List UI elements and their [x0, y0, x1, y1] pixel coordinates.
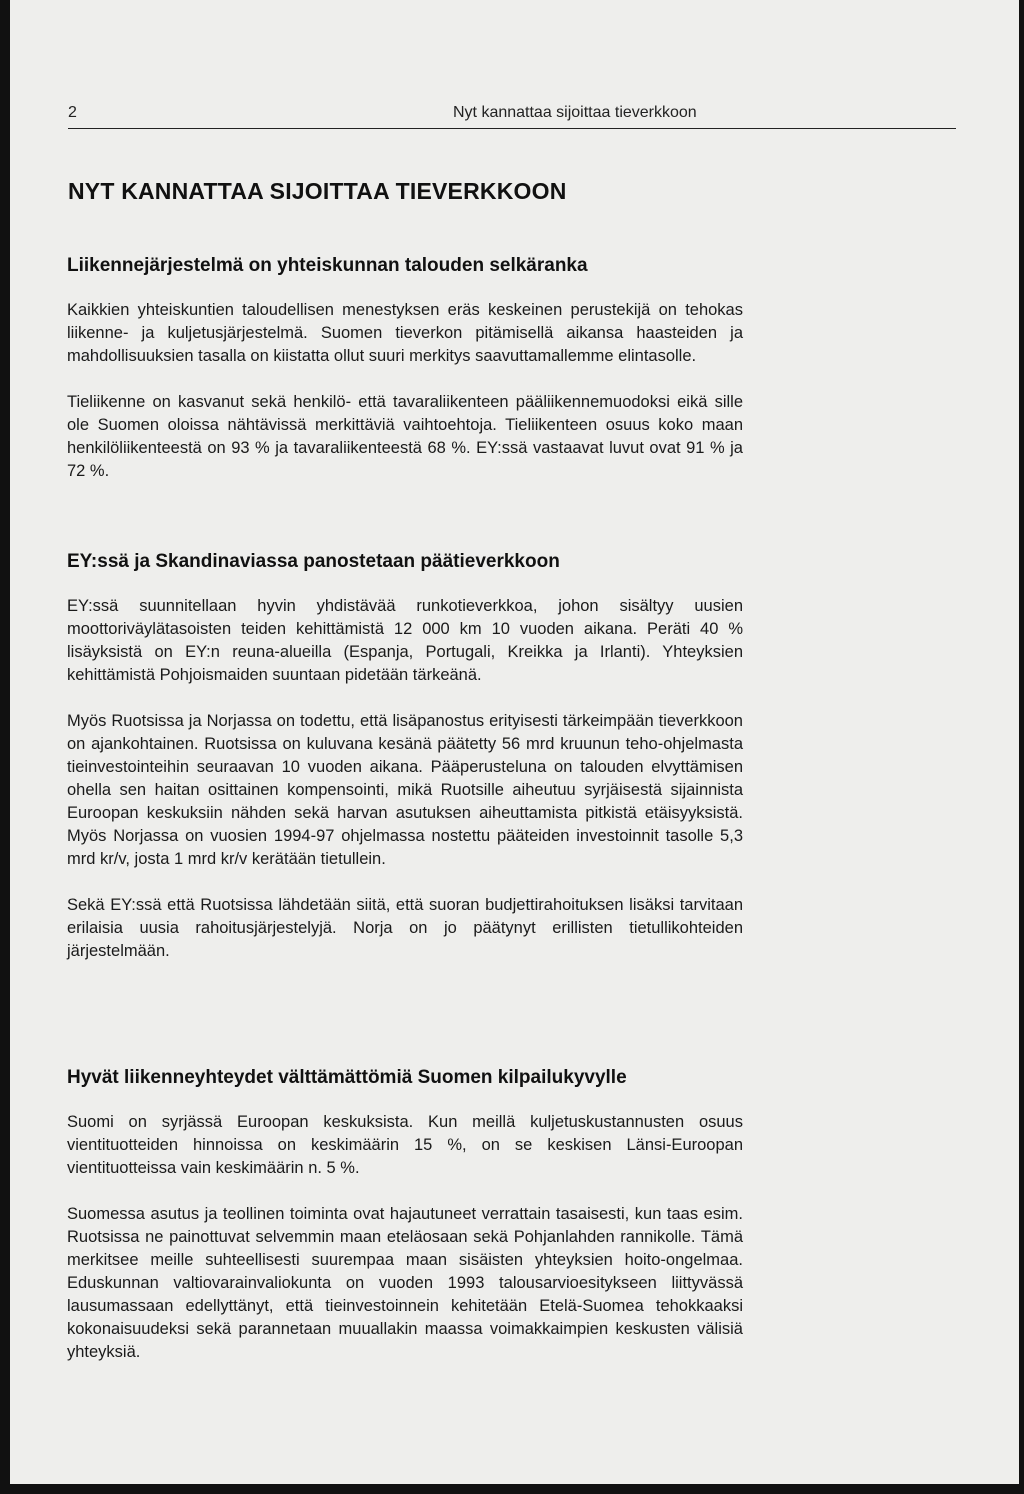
section-heading: EY:ssä ja Skandinaviassa panostetaan päätieverkkoon: [67, 551, 560, 572]
paragraph: Tieliikenne on kasvanut sekä henkilö- että tavaraliikenteen pääliikennemuodoksi eikä sille ole Suomen oloissa nähtävissä merkittäviä vaihtoehtoja. Tieliikenteen osuus koko maan henkilöliikenteestä on 93 % ja tavaraliikenteestä 68 %. EY:ssä vastaavat luvut ovat 91 % ja 72 %.: [67, 393, 743, 480]
paragraph: Kaikkien yhteiskuntien taloudellisen menestyksen eräs keskeinen perustekijä on tehokas liikenne- ja kuljetusjärjestelmä. Suomen tieverkon pitämisellä aikansa haasteiden ja mahdollisuuksien tasalla on kiistatta ollut suuri merkitys saavuttamallemme elintasolle.: [67, 301, 743, 365]
section-heading: Hyvät liikenneyhteydet välttämättömiä Suomen kilpailukyvylle: [67, 1067, 627, 1088]
running-header: [68, 104, 956, 129]
paragraph: Sekä EY:ssä että Ruotsissa lähdetään siitä, että suoran budjettirahoituksen lisäksi tarvitaan erilaisia uusia rahoitusjärjestelyjä. Norja on jo päätynyt erillisten tietullikohteiden järjestelmään.: [67, 896, 743, 960]
section-eu-scandinavia: [67, 550, 743, 986]
paragraph: Suomessa asutus ja teollinen toiminta ovat hajautuneet verrattain tasaisesti, kun taas esim. Ruotsissa ne painottuvat selvemmin maan eteläosaan sekä Pohjanlahden rannikolle. Tämä merkitsee meille suhteellisesti suurempaa maan sisäisten yhteyksien hoito-ongelmaa. Eduskunnan valtiovarainvaliokunta on vuoden 1993 talousarvioesitykseen liittyvässä lausumassaan edellyttänyt, että tieinvestoinnein kehitetään Etelä-Suomea tehokkaaksi kokonaisuudeksi sekä parannetaan muuallakin maassa voimakkaimpien keskusten välisiä yhteyksiä.: [67, 1205, 743, 1361]
paragraph: Myös Ruotsissa ja Norjassa on todettu, että lisäpanostus erityisesti tärkeimpään tieverkkoon on ajankohtainen. Ruotsissa on kuluvana kesänä päätetty 56 mrd kruunun teho-ohjelmasta tieinvestointeihin seuraavan 10 vuoden aikana. Pääperusteluna on talouden elvyttämisen ohella sen haitan osittainen kompensointi, mikä Ruotsille aiheutuu syrjäisestä sijainnista Euroopan keskuksiin nähden sekä harvan asutuksen aiheuttamista pitkistä etäisyyksistä. Myös Norjassa on vuosien 1994-97 ohjelmassa nostettu pääteiden investoinnit tasolle 5,3 mrd kr/v, josta 1 mrd kr/v kerätään tietullein.: [67, 712, 743, 868]
section-heading: Liikennejärjestelmä on yhteiskunnan talouden selkäranka: [67, 255, 588, 276]
section-competitiveness: [67, 1066, 743, 1387]
paragraph: EY:ssä suunnitellaan hyvin yhdistävää runkotieverkkoa, johon sisältyy uusien moottoriväylätasoisten teiden kehittämistä 12 000 km 10 vuoden aikana. Peräti 40 % lisäyksistä on EY:n reuna-alueilla (Espanja, Portugali, Kreikka ja Irlanti). Yhteyksien kehittämistä Pohjoismaiden suuntaan pidetään tärkeänä.: [67, 597, 743, 684]
running-title: Nyt kannattaa sijoittaa tieverkkoon: [453, 104, 697, 121]
document-page: [10, 0, 1019, 1484]
section-transport-system: [67, 254, 743, 506]
page-number: 2: [68, 104, 77, 121]
paragraph: Suomi on syrjässä Euroopan keskuksista. Kun meillä kuljetuskustannusten osuus vientituotteiden hinnoissa on keskimäärin 15 %, on se keskisen Länsi-Euroopan vientituotteissa vain keskimäärin n. 5 %.: [67, 1113, 743, 1177]
document-title: NYT KANNATTAA SIJOITTAA TIEVERKKOON: [68, 178, 567, 204]
